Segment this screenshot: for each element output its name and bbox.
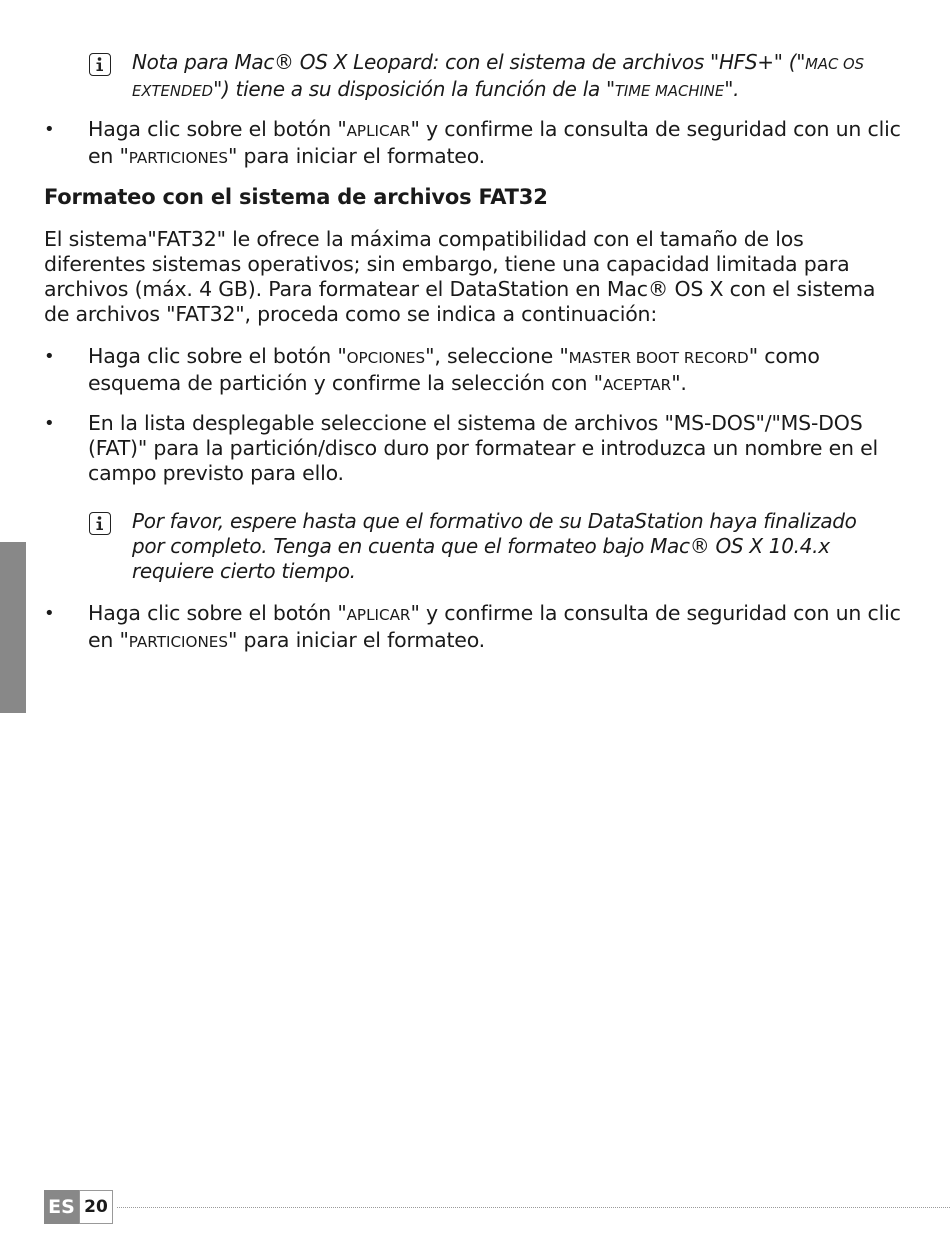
info-icon <box>89 512 111 535</box>
side-tab-marker <box>0 542 26 713</box>
section-heading: Formateo con el sistema de archivos FAT32 <box>44 185 548 209</box>
note-leopard-text: Nota para Mac® OS X Leopard: con el sistema de archivos "HFS+" ("MAC OS EXTENDED") tiene a su disposición la función de la "TIME MACHINE". <box>132 50 865 101</box>
list-item-text: Haga clic sobre el botón "APLICAR" y confirme la consulta de seguridad con un clic en "PARTICIONES" para iniciar el formateo. <box>88 601 901 652</box>
list-item-text: Haga clic sobre el botón "APLICAR" y confirme la consulta de seguridad con un clic en "PARTICIONES" para iniciar el formateo. <box>88 117 901 168</box>
list-item-text: En la lista desplegable seleccione el sistema de archivos "MS-DOS"/"MS-DOS (FAT)" para la partición/disco duro por formatear e introduzca un nombre en el campo previsto para ello. <box>88 411 879 485</box>
bullet-dot: • <box>44 413 55 434</box>
bullet-dot: • <box>44 603 55 624</box>
language-badge: ES <box>44 1190 79 1224</box>
footer-divider <box>117 1207 950 1208</box>
bullet-dot: • <box>44 346 55 367</box>
note-wait-text: Por favor, espere hasta que el formativo de su DataStation haya finalizado por completo. Tenga en cuenta que el formateo bajo Mac® OS X 10.4.x requiere cierto tiempo. <box>132 509 857 583</box>
intro-paragraph: El sistema"FAT32" le ofrece la máxima compatibilidad con el tamaño de los diferentes sistemas operativos; sin embargo, tiene una capacidad limitada para archivos (máx. 4 GB). Para formatear el DataStation en Mac® OS X con el sistema de archivos "FAT32", proceda como se indica a continuación: <box>44 227 876 326</box>
list-item-text: Haga clic sobre el botón "OPCIONES", seleccione "MASTER BOOT RECORD" como esquema de partición y confirme la selección con "ACEPTAR". <box>88 344 820 395</box>
bullet-dot: • <box>44 119 55 140</box>
info-icon <box>89 53 111 76</box>
page-number: 20 <box>79 1190 113 1224</box>
